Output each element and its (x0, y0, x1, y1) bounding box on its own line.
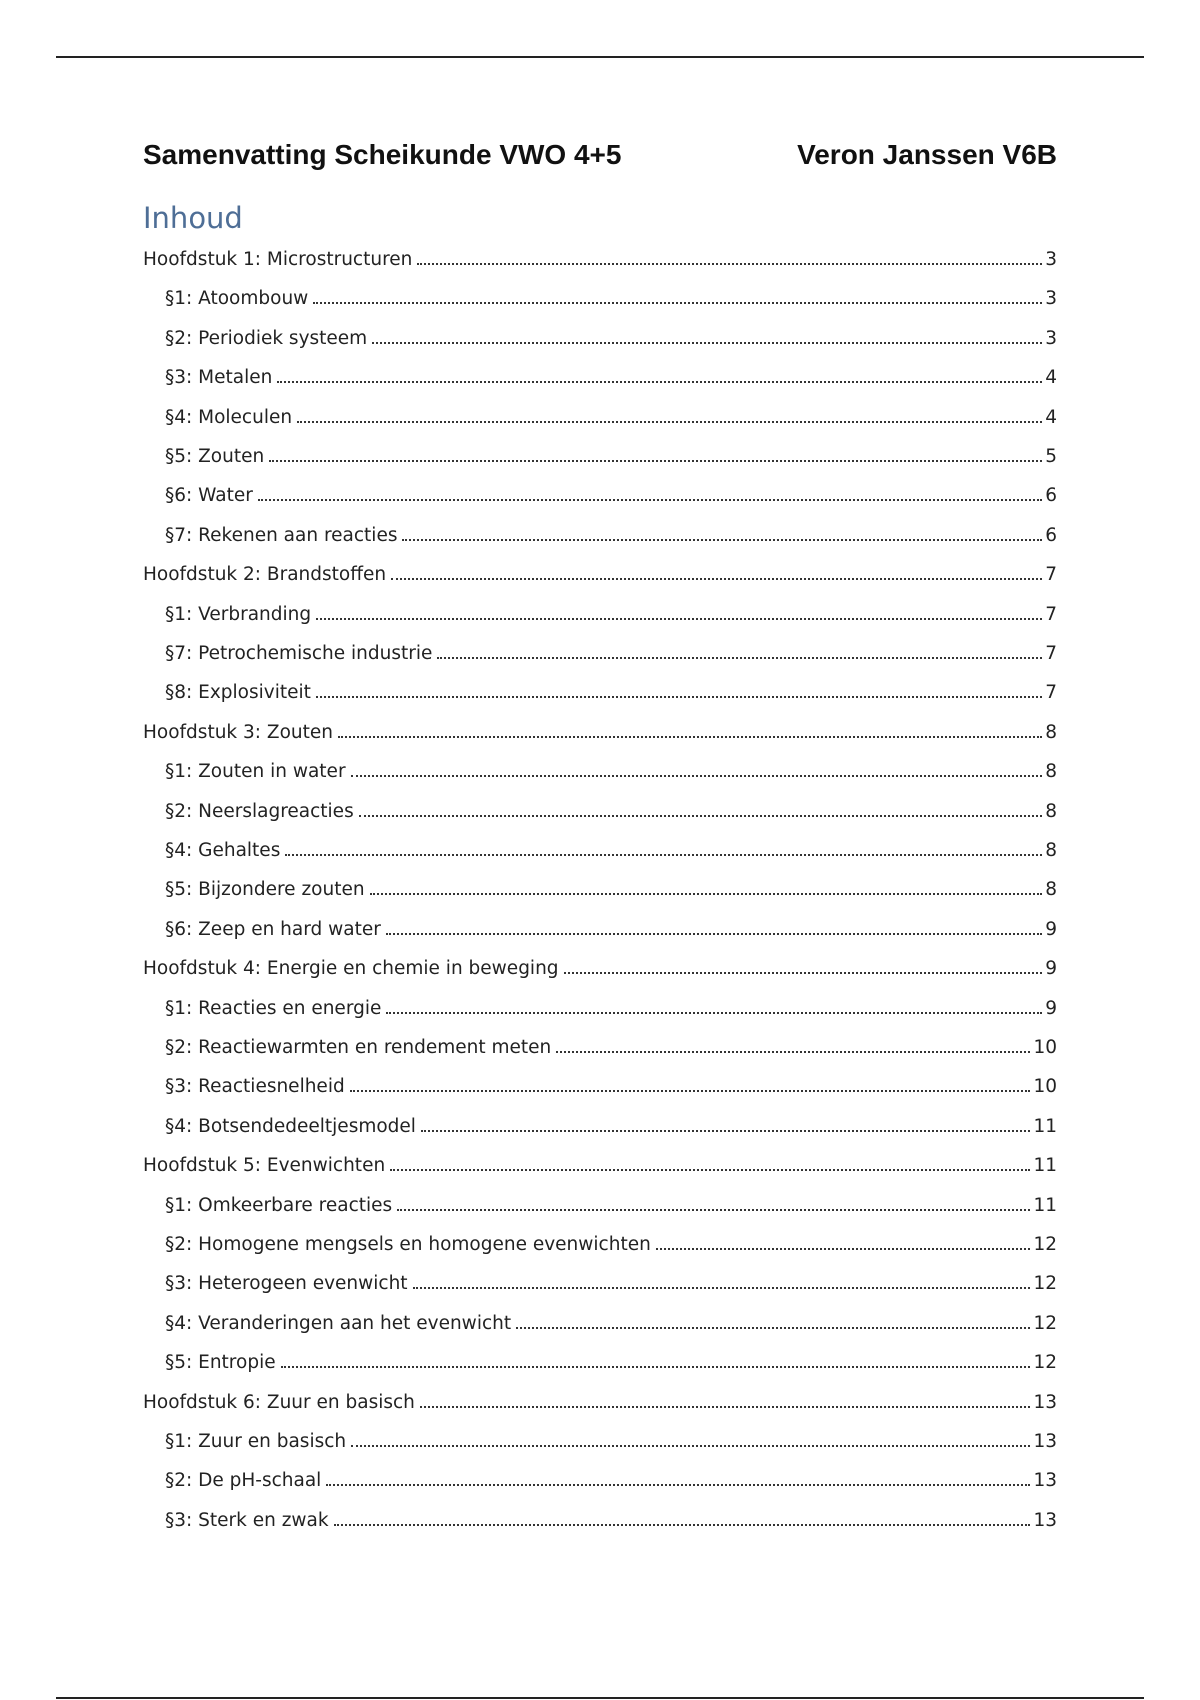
toc-entry-label: Hoofdstuk 5: Evenwichten (143, 1155, 386, 1177)
toc-chapter-entry[interactable] (143, 1387, 1057, 1413)
toc-section-entry[interactable] (165, 1308, 1057, 1334)
toc-entry-label: §1: Zuur en basisch (165, 1431, 347, 1452)
toc-section-entry[interactable] (165, 1229, 1057, 1255)
document-author: Veron Janssen V6B (797, 139, 1057, 170)
toc-entry-label: §3: Sterk en zwak (165, 1509, 329, 1531)
toc-page-number: 4 (1045, 406, 1057, 428)
toc-entry-label: §7: Petrochemische industrie (165, 643, 433, 664)
toc-entry-label: §2: Periodiek systeem (165, 327, 368, 349)
toc-dot-leader (338, 736, 1042, 738)
toc-entry-label: §4: Gehaltes (165, 840, 281, 861)
toc-entry-label: §4: Moleculen (165, 406, 293, 428)
toc-entry-label: §3: Reactiesnelheid (165, 1076, 345, 1098)
toc-entry-label: §2: Neerslagreacties (165, 800, 354, 822)
toc-page-number: 12 (1033, 1273, 1057, 1295)
toc-dot-leader (417, 263, 1042, 265)
toc-entry-label: §1: Omkeerbare reacties (165, 1194, 393, 1216)
toc-page-number: 13 (1033, 1470, 1057, 1492)
toc-section-entry[interactable] (165, 835, 1057, 861)
toc-page-number: 12 (1033, 1234, 1057, 1255)
toc-entry-label: Hoofdstuk 6: Zuur en basisch (143, 1391, 415, 1413)
toc-entry-label: Hoofdstuk 3: Zouten (143, 721, 333, 743)
toc-entry-label: §2: Homogene mengsels en homogene evenwichten (165, 1234, 651, 1255)
toc-dot-leader (350, 1090, 1031, 1092)
toc-entry-label: §1: Verbranding (165, 603, 312, 625)
top-rule (56, 56, 1144, 58)
toc-section-entry[interactable] (165, 914, 1057, 940)
toc-entry-label: Hoofdstuk 1: Microstructuren (143, 249, 413, 270)
toc-entry-label: §6: Water (165, 485, 253, 507)
toc-dot-leader (285, 854, 1042, 856)
toc-page-number: 7 (1045, 682, 1057, 704)
toc-page-number: 13 (1033, 1391, 1057, 1413)
toc-dot-leader (421, 1130, 1031, 1132)
toc-page-number: 3 (1045, 327, 1057, 349)
toc-section-entry[interactable] (165, 441, 1057, 467)
toc-chapter-entry[interactable] (143, 717, 1057, 743)
toc-dot-leader (281, 1366, 1031, 1368)
toc-entry-label: §1: Zouten in water (165, 761, 346, 783)
toc-page-number: 12 (1033, 1352, 1057, 1374)
toc-chapter-entry[interactable] (143, 244, 1057, 270)
toc-dot-leader (386, 933, 1042, 935)
toc-section-entry[interactable] (165, 638, 1057, 664)
toc-dot-leader (297, 421, 1042, 423)
toc-dot-leader (391, 578, 1042, 580)
toc-dot-leader (397, 1209, 1030, 1211)
toc-dot-leader (326, 1484, 1030, 1486)
toc-dot-leader (420, 1406, 1031, 1408)
toc-dot-leader (316, 696, 1042, 698)
toc-dot-leader (386, 1012, 1042, 1014)
toc-entry-label: §4: Botsendedeeltjesmodel (165, 1115, 416, 1137)
toc-page-number: 13 (1033, 1509, 1057, 1531)
toc-entry-label: Hoofdstuk 2: Brandstoffen (143, 564, 387, 586)
toc-page-number: 11 (1033, 1155, 1057, 1177)
toc-dot-leader (277, 381, 1042, 383)
toc-page-number: 8 (1045, 879, 1057, 901)
toc-page-number: 10 (1033, 1076, 1057, 1098)
toc-dot-leader (372, 342, 1042, 344)
toc-dot-leader (437, 657, 1042, 659)
toc-section-entry[interactable] (165, 1347, 1057, 1373)
toc-dot-leader (370, 893, 1043, 895)
toc-page-number: 3 (1045, 288, 1057, 310)
toc-section-entry[interactable] (165, 677, 1057, 703)
toc-dot-leader (313, 302, 1042, 304)
toc-page-number: 7 (1045, 564, 1057, 586)
toc-page-number: 12 (1033, 1312, 1057, 1334)
toc-section-entry[interactable] (165, 1071, 1057, 1097)
toc-section-entry[interactable] (165, 599, 1057, 625)
toc-section-entry[interactable] (165, 323, 1057, 349)
toc-entry-label: §6: Zeep en hard water (165, 918, 381, 940)
toc-page-number: 7 (1045, 643, 1057, 664)
toc-page-number: 5 (1045, 446, 1057, 467)
toc-entry-label: §2: De pH-schaal (165, 1470, 322, 1492)
document-title: Samenvatting Scheikunde VWO 4+5 (143, 139, 622, 170)
toc-dot-leader (556, 1051, 1030, 1053)
toc-dot-leader (351, 1445, 1030, 1447)
toc-section-entry[interactable] (165, 362, 1057, 388)
toc-chapter-entry[interactable] (143, 953, 1057, 979)
toc-entry-label: §4: Veranderingen aan het evenwicht (165, 1312, 512, 1334)
toc-dot-leader (564, 972, 1043, 974)
toc-chapter-entry[interactable] (143, 559, 1057, 585)
toc-section-entry[interactable] (165, 1032, 1057, 1058)
toc-page-number: 11 (1033, 1194, 1057, 1216)
toc-section-entry[interactable] (165, 1426, 1057, 1452)
toc-dot-leader (316, 618, 1042, 620)
toc-dot-leader (334, 1524, 1031, 1526)
toc-entry-label: §5: Bijzondere zouten (165, 879, 365, 901)
toc-dot-leader (656, 1248, 1031, 1250)
toc-page-number: 11 (1033, 1115, 1057, 1137)
toc-entry-label: §1: Reacties en energie (165, 997, 382, 1019)
document-header (143, 139, 1057, 171)
toc-page-number: 8 (1045, 840, 1057, 861)
toc-section-entry[interactable] (165, 1268, 1057, 1294)
toc-section-entry[interactable] (165, 874, 1057, 900)
toc-entry-label: §3: Heterogeen evenwicht (165, 1273, 408, 1295)
toc-entry-label: Hoofdstuk 4: Energie en chemie in beweging (143, 958, 559, 980)
toc-section-entry[interactable] (165, 1465, 1057, 1491)
toc-entry-label: §8: Explosiviteit (165, 682, 311, 704)
toc-dot-leader (402, 539, 1042, 541)
toc-entry-label: §7: Rekenen aan reacties (165, 524, 398, 546)
toc-section-entry[interactable] (165, 1190, 1057, 1216)
toc-page-number: 4 (1045, 367, 1057, 389)
toc-entry-label: §1: Atoombouw (165, 288, 309, 310)
bottom-rule (56, 1697, 1144, 1699)
toc-page-number: 8 (1045, 761, 1057, 783)
toc-page-number: 3 (1045, 249, 1057, 270)
toc-section-entry[interactable] (165, 993, 1057, 1019)
toc-section-entry[interactable] (165, 283, 1057, 309)
toc-dot-leader (258, 499, 1042, 501)
toc-page-number: 9 (1045, 958, 1057, 980)
toc-section-entry[interactable] (165, 1505, 1057, 1531)
toc-entry-label: §5: Entropie (165, 1352, 276, 1374)
toc-section-entry[interactable] (165, 756, 1057, 782)
toc-dot-leader (359, 815, 1043, 817)
toc-section-entry[interactable] (165, 402, 1057, 428)
toc-page-number: 8 (1045, 721, 1057, 743)
toc-heading: Inhoud (143, 201, 243, 235)
toc-dot-leader (351, 775, 1043, 777)
toc-page-number: 7 (1045, 603, 1057, 625)
toc-section-entry[interactable] (165, 520, 1057, 546)
toc-page-number: 8 (1045, 800, 1057, 822)
toc-dot-leader (516, 1327, 1030, 1329)
toc-dot-leader (413, 1287, 1031, 1289)
toc-section-entry[interactable] (165, 796, 1057, 822)
toc-section-entry[interactable] (165, 480, 1057, 506)
toc-entry-label: §5: Zouten (165, 446, 265, 467)
toc-entry-label: §2: Reactiewarmten en rendement meten (165, 1037, 552, 1058)
toc-page-number: 9 (1045, 918, 1057, 940)
toc-chapter-entry[interactable] (143, 1150, 1057, 1176)
toc-entry-label: §3: Metalen (165, 367, 273, 389)
toc-dot-leader (390, 1169, 1030, 1171)
toc-page-number: 6 (1045, 485, 1057, 507)
toc-page-number: 9 (1045, 997, 1057, 1019)
toc-page-number: 10 (1033, 1037, 1057, 1058)
toc-page-number: 6 (1045, 524, 1057, 546)
toc-section-entry[interactable] (165, 1111, 1057, 1137)
toc-page-number: 13 (1033, 1431, 1057, 1452)
toc-dot-leader (269, 460, 1042, 462)
